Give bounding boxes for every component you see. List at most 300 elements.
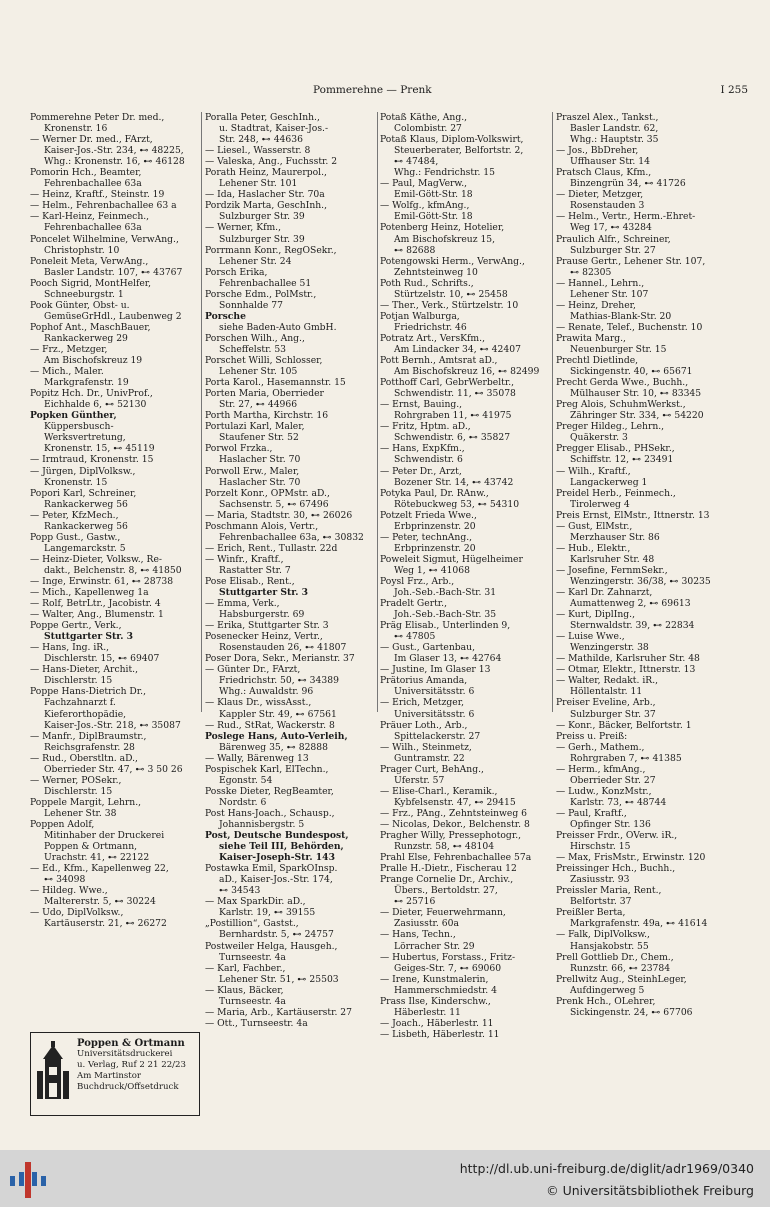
entry-line: Potratz Art., VersKfm., xyxy=(380,332,485,344)
entry-line: Fachzahnarzt f. xyxy=(44,697,116,709)
entry-line: Preidel Herb., Feinmech., xyxy=(556,487,676,499)
entry-line: Weg 1, ⊷ 41068 xyxy=(394,564,470,576)
entry-line: — Otmar, Elektr., Ittnerstr. 13 xyxy=(556,664,696,676)
entry-line: Pook Günter, Obst- u. xyxy=(30,299,130,311)
entry-line: Rosenstauden 3 xyxy=(570,200,645,212)
entry-line: Poysl Frz., Arb., xyxy=(380,575,455,587)
entry-line: Precht Gerda Wwe., Buchh., xyxy=(556,377,689,389)
entry-line: Dischlerstr. 15 xyxy=(44,785,113,797)
entry-line: Preiss u. Preiß: xyxy=(556,730,628,742)
entry-line: — Liesel., Wasserstr. 8 xyxy=(205,145,311,157)
entry-line: Rankackerweg 29 xyxy=(44,332,128,344)
entry-line: Porta Karol., Hasemannstr. 15 xyxy=(205,377,346,389)
entry-line: Zehntsteinweg 10 xyxy=(394,266,478,278)
entry-line: Markgrafenstr. 49a, ⊷ 41614 xyxy=(570,918,708,930)
entry-line: Pott Bernh., Amtsrat aD., xyxy=(380,355,498,367)
entry-line: Porschet Willi, Schlosser, xyxy=(205,355,323,367)
entry-line: Belfortstr. 37 xyxy=(570,896,632,908)
entry-line: — Hans, Ing. iR., xyxy=(30,642,110,654)
entry-line: — Hans, ExpKfm., xyxy=(380,443,465,455)
entry-line: Egonstr. 54 xyxy=(219,774,273,786)
entry-line: — Dieter, Feuerwehrmann, xyxy=(380,907,506,919)
entry-line: Reichsgrafenstr. 28 xyxy=(44,741,135,753)
entry-line: Runzstr. 58, ⊷ 48104 xyxy=(394,841,495,853)
entry-line: Potengowski Herm., VerwAng., xyxy=(380,255,525,267)
entry-line: Poser Dora, Sekr., Merianstr. 37 xyxy=(205,653,355,665)
entry-line: Poppe Gertr., Verk., xyxy=(30,620,122,632)
entry-line: Mitinhaber der Druckerei xyxy=(44,830,165,842)
entry-line: Lehener Str. 51, ⊷ 25503 xyxy=(219,973,339,985)
entry-line: Porrmann Konr., RegOSekr., xyxy=(205,244,337,256)
entry-line: Potthoff Carl, GebrWerbeltr., xyxy=(380,377,515,389)
entry-line: Rohrgraben 11, ⊷ 41975 xyxy=(394,410,512,422)
entry-line: Basler Landstr. 107, ⊷ 43767 xyxy=(44,266,183,278)
entry-line: Quäkerstr. 3 xyxy=(570,432,628,444)
entry-line: Langemarckstr. 5 xyxy=(44,542,126,554)
entry-line: — Karl Dr. Zahnarzt, xyxy=(556,587,653,599)
entry-line: Porwol Frzka., xyxy=(205,443,273,455)
entry-line: Lehener Str. 107 xyxy=(570,288,649,300)
entry-line: — Helm., Vertr., Herm.-Ehret- xyxy=(556,211,696,223)
entry-line: Johannisbergstr. 5 xyxy=(219,819,305,830)
entry-line: Str. 27, ⊷ 44966 xyxy=(219,399,298,411)
entry-line: ⊷ 34543 xyxy=(219,885,261,897)
entry-line: Prange Cornelie Dr., Archiv., xyxy=(380,874,514,886)
entry-line: Potzelt Frieda Wwe., xyxy=(380,509,477,521)
entry-line: Kybfelsenstr. 47, ⊷ 29415 xyxy=(394,796,516,808)
entry-line: — Wolfg., kfmAng., xyxy=(380,200,470,212)
advert-line: u. Verlag, Ruf 2 21 22/23 xyxy=(77,1060,186,1070)
entry-line: Post Hans-Joach., Schausp., xyxy=(205,807,335,819)
entry-line: Popori Karl, Schreiner, xyxy=(30,487,137,499)
entry-line: Schwendistr. 11, ⊷ 35078 xyxy=(394,388,516,400)
entry-line: Portulazi Karl, Maler, xyxy=(205,421,305,433)
entry-line: Mülhauser Str. 10, ⊷ 83345 xyxy=(570,388,702,400)
entry-line: — Nicolas, Dekor., Belchenstr. 8 xyxy=(380,819,530,830)
entry-line: Potjan Walburga, xyxy=(380,310,460,322)
entry-line: Pregger Elisab., PHSekr., xyxy=(556,443,675,455)
viewer-footer xyxy=(0,1150,770,1207)
entry-line: Pragher Willy, Pressephotogr., xyxy=(380,830,522,842)
entry-line: u. Stadtrat, Kaiser-Jos.- xyxy=(219,123,329,135)
page-header xyxy=(28,84,748,98)
entry-line: Prass Ilse, Kinderschw., xyxy=(380,995,491,1007)
entry-line: Oberrieder Str. 47, ⊷ 3 50 26 xyxy=(44,763,183,775)
entry-line: Schwendistr. 6, ⊷ 35827 xyxy=(394,432,511,444)
entry-line: Sickingenstr. 40, ⊷ 65671 xyxy=(570,366,693,378)
entry-line: Sulzburger Str. 37 xyxy=(570,708,656,720)
entry-line: Häberlestr. 11 xyxy=(394,1006,461,1018)
entry-line: — Maria, Arb., Kartäuserstr. 27 xyxy=(205,1006,352,1018)
entry-line: — Hans, Techn., xyxy=(380,929,456,941)
entry-line: Sulzburger Str. 27 xyxy=(570,244,656,256)
entry-line: Sachsenstr. 5, ⊷ 67496 xyxy=(219,498,329,510)
entry-line: Haslacher Str. 70 xyxy=(219,454,301,466)
advert-text xyxy=(77,1038,186,1093)
entry-line: Turnseestr. 4a xyxy=(219,995,286,1007)
entry-line: Poppe Hans-Dietrich Dr., xyxy=(30,686,147,698)
entry-line: Popitz Hch. Dr., UnivProf., xyxy=(30,388,153,400)
entry-line: Turnseestr. 4a xyxy=(219,951,286,963)
entry-line: Prellwitz Aug., SteinhLeger, xyxy=(556,973,687,985)
entry-line: — Valeska, Ang., Fuchsstr. 2 xyxy=(205,156,338,168)
entry-line: — Winfr., Kraftf., xyxy=(205,553,284,565)
entry-line: — Ludw., KonzMstr., xyxy=(556,785,652,797)
entry-line: Pordzik Marta, GeschInh., xyxy=(205,200,328,212)
entry-line: Pralle H.-Dietr., Fischerau 12 xyxy=(380,863,517,875)
copyright-notice: © Universitätsbibliothek Freiburg xyxy=(546,1183,754,1198)
entry-line: — Konr., Bäcker, Belfortstr. 1 xyxy=(556,719,692,731)
entry-line: Popp Gust., Gastw., xyxy=(30,531,121,543)
entry-line: Praszel Alex., Tankst., xyxy=(556,112,659,123)
entry-line: Lehener Str. 38 xyxy=(44,807,117,819)
entry-line: Porwoll Erw., Maler, xyxy=(205,465,300,477)
entry-line: Str. 248, ⊷ 44636 xyxy=(219,134,303,146)
entry-line: Pomorin Hch., Beamter, xyxy=(30,167,142,179)
entry-line: Zähringer Str. 334, ⊷ 54220 xyxy=(570,410,704,422)
entry-line: Stuttgarter Str. 3 xyxy=(219,587,309,599)
entry-line: Steuerberater, Belfortstr. 2, xyxy=(394,145,524,157)
entry-line: Poth Rud., Schrifts., xyxy=(380,277,474,289)
entry-line: Kaiser-Jos.-Str. 234, ⊷ 48225, xyxy=(44,145,184,157)
entry-line: Bärenweg 35, ⊷ 82888 xyxy=(219,741,328,753)
entry-line: Postweiler Helga, Hausgeh., xyxy=(205,940,338,952)
entry-line: — Paul, Kraftf., xyxy=(556,807,627,819)
entry-line: Fehrenbachallee 63a xyxy=(44,178,142,190)
entry-line: — Günter Dr., FArzt, xyxy=(205,664,301,676)
entry-line: — Erika, Stuttgarter Str. 3 xyxy=(205,620,329,632)
entry-line: — Mathilde, Karlsruher Str. 48 xyxy=(556,653,700,665)
entry-line: — Werner Dr. med., FArzt, xyxy=(30,134,153,146)
entry-line: — Klaus Dr., wissAsst., xyxy=(205,697,312,709)
entry-line: Sternwaldstr. 39, ⊷ 22834 xyxy=(570,620,695,632)
entry-line: Rohrgraben 7, ⊷ 41385 xyxy=(570,752,682,764)
entry-line: Am Bischofskreuz 19 xyxy=(44,355,143,367)
entry-line: Preissinger Hch., Buchh., xyxy=(556,863,676,875)
entry-line: — Gust., Gartenbau, xyxy=(380,642,475,654)
entry-line: siehe Baden-Auto GmbH. xyxy=(219,321,337,333)
entry-line: Potaß Käthe, Ang., xyxy=(380,112,468,123)
entry-line: Tirolerweg 4 xyxy=(570,498,630,510)
entry-line: — Karl, Fachber., xyxy=(205,962,286,974)
entry-line: — Erich, Metzger, xyxy=(380,697,465,709)
entry-line: — Frz., PAng., Zehntsteinweg 6 xyxy=(380,807,528,819)
entry-line: Universitätsstr. 6 xyxy=(394,686,475,698)
entry-line: Im Glaser 13, ⊷ 42764 xyxy=(394,653,502,665)
entry-line: — Hubertus, Forstass., Fritz- xyxy=(380,951,516,963)
entry-line: — Gerh., Mathem., xyxy=(556,741,645,753)
entry-line: Neuenburger Str. 15 xyxy=(570,343,667,355)
entry-line: Posenecker Heinz, Vertr., xyxy=(205,631,323,643)
entry-line: — Herm., kfmAng., xyxy=(556,763,646,775)
entry-line: Rankackerweg 56 xyxy=(44,498,128,510)
entry-line: Christophstr. 10 xyxy=(44,244,120,256)
entry-line: Hirschstr. 15 xyxy=(570,841,631,853)
entry-line: Bozener Str. 14, ⊷ 43742 xyxy=(394,476,514,488)
entry-line: — Wilh., Steinmetz, xyxy=(380,741,472,753)
entry-line: Wenzingerstr. 36/38, ⊷ 30235 xyxy=(570,575,711,587)
entry-line: Aumattenweg 2, ⊷ 69613 xyxy=(570,598,691,610)
entry-line: Potyka Paul, Dr. RAnw., xyxy=(380,487,489,499)
entry-line: Kappler Str. 49, ⊷ 67561 xyxy=(219,708,337,720)
entry-line: Poncelet Wilhelmine, VerwAng., xyxy=(30,233,179,245)
entry-line: — Luise Wwe., xyxy=(556,631,625,643)
entry-line: — Fritz, Hptm. aD., xyxy=(380,421,471,433)
entry-line: Dischlerstr. 15, ⊷ 69407 xyxy=(44,653,160,665)
entry-line: Höllentalstr. 11 xyxy=(570,686,643,698)
entry-line: Potaß Klaus, Diplom-Volkswirt, xyxy=(380,134,524,146)
entry-line: ⊷ 34098 xyxy=(44,874,86,886)
entry-line: Lehener Str. 101 xyxy=(219,178,298,190)
entry-line: — Ott., Turnseestr. 4a xyxy=(205,1017,308,1029)
entry-line: Guntramstr. 22 xyxy=(394,752,465,764)
entry-line: Prenk Hch., OLehrer, xyxy=(556,995,656,1007)
permalink-url[interactable]: http://dl.ub.uni-freiburg.de/diglit/adr1969/0340 xyxy=(459,1161,754,1176)
entry-line: — Wally, Bärenweg 13 xyxy=(205,752,309,764)
entry-line: Porath Heinz, Maurerpol., xyxy=(205,167,327,179)
entry-line: Popken Günther, xyxy=(30,410,117,422)
entry-line: — Joach., Häberlestr. 11 xyxy=(380,1017,494,1029)
entry-line: Dischlerstr. 15 xyxy=(44,675,113,687)
entry-line: Kaiser-Jos.-Str. 218, ⊷ 35087 xyxy=(44,719,181,731)
entry-line: Kronenstr. 16 xyxy=(44,123,108,135)
entry-line: — Walter, Ang., Blumenstr. 1 xyxy=(30,609,164,621)
entry-line: — Erich, Rent., Tullastr. 22d xyxy=(205,542,338,554)
entry-line: Scheffelstr. 53 xyxy=(219,343,287,355)
entry-line: Poschmann Alois, Vertr., xyxy=(205,520,319,532)
entry-line: Joh.-Seb.-Bach-Str. 35 xyxy=(394,609,497,621)
entry-line: Zasiusstr. 93 xyxy=(570,874,630,886)
entry-line: Spittelackerstr. 27 xyxy=(394,730,481,742)
entry-line: Sulzburger Str. 39 xyxy=(219,233,305,245)
entry-line: Uffhauser Str. 14 xyxy=(570,156,650,168)
entry-line: Kieferorthopädie, xyxy=(44,708,127,720)
entry-line: Pooch Sigrid, MontHelfer, xyxy=(30,277,152,289)
entry-line: Pose Elisab., Rent., xyxy=(205,575,295,587)
entry-line: Langackerweg 1 xyxy=(570,476,648,488)
entry-line: — Inge, Erwinstr. 61, ⊷ 28738 xyxy=(30,575,174,587)
entry-line: Markgrafenstr. 19 xyxy=(44,377,129,389)
entry-line: — Mich., Maler. xyxy=(30,366,104,378)
entry-line: — Hans-Dieter, Archit., xyxy=(30,664,138,676)
entry-line: Preg Alois, SchuhmWerkst., xyxy=(556,399,686,411)
entry-line: Lehener Str. 24 xyxy=(219,255,292,267)
directory-column-4 xyxy=(556,112,728,1018)
entry-line: Kronenstr. 15 xyxy=(44,476,108,488)
entry-line: Wenzingerstr. 38 xyxy=(570,642,649,654)
entry-line: ⊷ 25716 xyxy=(394,896,436,908)
entry-line: — Hannel., Lehrn., xyxy=(556,277,645,289)
entry-line: Aufdingerweg 5 xyxy=(570,984,645,996)
entry-line: Hammerschmiedstr. 4 xyxy=(394,984,497,996)
entry-line: — Emma, Verk., xyxy=(205,598,280,610)
advert-line: Universitätsdruckerei xyxy=(77,1049,173,1059)
entry-line: — Lisbeth, Häberlestr. 11 xyxy=(380,1028,500,1040)
entry-line: Übers., Bertoldstr. 27, xyxy=(394,885,498,897)
entry-line: siehe Teil III, Behörden, xyxy=(219,841,344,853)
entry-line: Preisser Frdr., OVerw. iR., xyxy=(556,830,678,842)
entry-line: Colombistr. 27 xyxy=(394,123,462,135)
entry-line: Whg.: Kronenstr. 16, ⊷ 46128 xyxy=(44,156,185,168)
entry-line: Opfinger Str. 136 xyxy=(570,819,651,830)
entry-line: Prager Curt, BehAng., xyxy=(380,763,484,775)
entry-line: Porsche Edm., PolMstr., xyxy=(205,288,317,300)
entry-line: — Josefine, FernmSekr., xyxy=(556,564,668,576)
entry-line: Emil-Gött-Str. 18 xyxy=(394,211,473,223)
entry-line: — Heinz, Dreher, xyxy=(556,299,636,311)
entry-line: Prawita Marg., xyxy=(556,332,626,344)
entry-line: Poppen Adolf, xyxy=(30,819,95,830)
entry-line: Kartäuserstr. 21, ⊷ 26272 xyxy=(44,918,167,930)
entry-line: Urachstr. 41, ⊷ 22122 xyxy=(44,852,150,864)
entry-line: Posske Dieter, RegBeamter, xyxy=(205,785,334,797)
entry-line: Whg.: Auwaldstr. 96 xyxy=(219,686,314,698)
entry-line: Kronenstr. 15, ⊷ 45119 xyxy=(44,443,155,455)
entry-line: Emil-Gött-Str. 18 xyxy=(394,189,473,201)
entry-line: — Heinz, Kraftf., Steinstr. 19 xyxy=(30,189,165,201)
entry-line: Friedrichstr. 50, ⊷ 34389 xyxy=(219,675,339,687)
entry-line: — Justine, Im Glaser 13 xyxy=(380,664,491,676)
entry-line: Pophof Ant., MaschBauer, xyxy=(30,321,151,333)
page-title: Pommerehne — Prenk xyxy=(313,84,432,96)
entry-line: — Kurt, DiplIng., xyxy=(556,609,636,621)
entry-line: Poweleit Sigmut, Hügelheimer xyxy=(380,553,523,565)
entry-line: — Frz., Metzger, xyxy=(30,343,108,355)
entry-line: dakt., Belchenstr. 8, ⊷ 41850 xyxy=(44,564,182,576)
entry-line: Eichhalde 6, ⊷ 52130 xyxy=(44,399,147,411)
entry-line: Poppen & Ortmann, xyxy=(44,841,138,853)
entry-line: Binzengrün 34, ⊷ 41726 xyxy=(570,178,686,190)
entry-line: Kaiser-Joseph-Str. 143 xyxy=(219,852,335,864)
entry-line: Erbprinzenstr. 20 xyxy=(394,520,476,532)
entry-line: Poppele Margit, Lehrn., xyxy=(30,796,142,808)
entry-line: Preissler Maria, Rent., xyxy=(556,885,662,897)
entry-line: Nordstr. 6 xyxy=(219,796,267,808)
entry-line: Mathias-Blank-Str. 20 xyxy=(570,310,672,322)
entry-line: Sonnhalde 77 xyxy=(219,299,283,311)
entry-line: — Ther., Verk., Stürtzelstr. 10 xyxy=(380,299,519,311)
entry-line: — Ida, Haslacher Str. 70a xyxy=(205,189,325,201)
entry-line: Rosenstauden 26, ⊷ 41807 xyxy=(219,642,347,654)
entry-line: Post, Deutsche Bundespost, xyxy=(205,830,349,842)
entry-line: — Karl-Heinz, Feinmech., xyxy=(30,211,150,223)
entry-line: — Peter Dr., Arzt, xyxy=(380,465,462,477)
entry-line: Preis Ernst, ElMstr., Ittnerstr. 13 xyxy=(556,509,710,521)
entry-line: Postawka Emil, SparkOInsp. xyxy=(205,863,338,875)
entry-line: Porschen Wilh., Ang., xyxy=(205,332,305,344)
advert-title: Poppen & Ortmann xyxy=(77,1038,185,1049)
entry-line: Am Bischofskreuz 15, xyxy=(394,233,496,245)
directory-column-3 xyxy=(380,112,552,1040)
entry-line: — Falk, DiplVolksw., xyxy=(556,929,650,941)
entry-line: Rötebuckweg 53, ⊷ 54310 xyxy=(394,498,520,510)
entry-line: Haslacher Str. 70 xyxy=(219,476,301,488)
page-number: I 255 xyxy=(720,84,748,96)
entry-line: Porten Maria, Oberrieder xyxy=(205,388,324,400)
entry-line: Porth Martha, Kirchstr. 16 xyxy=(205,410,329,422)
directory-column-2 xyxy=(205,112,377,1029)
entry-line: Karlstr. 73, ⊷ 48744 xyxy=(570,796,667,808)
entry-line: — Werner, POSekr., xyxy=(30,774,122,786)
entry-line: Prätorius Amanda, xyxy=(380,675,468,687)
entry-line: Erbprinzenstr. 20 xyxy=(394,542,476,554)
entry-line: Weg 17, ⊷ 43284 xyxy=(570,222,652,234)
entry-line: Porzelt Konr., OPMstr. aD., xyxy=(205,487,330,499)
entry-line: Praulich Alfr., Schreiner, xyxy=(556,233,671,245)
entry-line: — Klaus, Bäcker, xyxy=(205,984,284,996)
entry-line: Pratsch Claus, Kfm., xyxy=(556,167,652,179)
printer-advert xyxy=(30,1032,200,1116)
entry-line: ⊷ 82305 xyxy=(570,266,612,278)
entry-line: — Paul, MagVerw., xyxy=(380,178,468,190)
entry-line: — Ed., Kfm., Kapellenweg 22, xyxy=(30,863,169,875)
entry-line: Merzhauser Str. 86 xyxy=(570,531,660,543)
entry-line: Am Bischofskreuz 16, ⊷ 82499 xyxy=(394,366,540,378)
column-divider xyxy=(377,112,378,712)
entry-line: — Irene, Kunstmalerin, xyxy=(380,973,489,985)
entry-line: Karlsruher Str. 48 xyxy=(570,553,655,565)
column-divider xyxy=(552,112,553,712)
entry-line: Poneleit Meta, VerwAng., xyxy=(30,255,149,267)
entry-line: Oberrieder Str. 27 xyxy=(570,774,656,786)
entry-line: Basler Landstr. 62, xyxy=(570,123,659,135)
entry-line: — Peter, technAng., xyxy=(380,531,473,543)
entry-line: — Renate, Telef., Buchenstr. 10 xyxy=(556,321,703,333)
entry-line: Hansjakobstr. 55 xyxy=(570,940,649,952)
entry-line: Lehener Str. 105 xyxy=(219,366,298,378)
entry-line: — Dieter, Metzger, xyxy=(556,189,644,201)
entry-line: Joh.-Seb.-Bach-Str. 31 xyxy=(394,587,497,599)
entry-line: Prause Gertr., Lehener Str. 107, xyxy=(556,255,706,267)
entry-line: Poslege Hans, Auto-Verleih, xyxy=(205,730,348,742)
entry-line: ⊷ 47805 xyxy=(394,631,436,643)
entry-line: — Hildeg. Wwe., xyxy=(30,885,108,897)
entry-line: Preißler Berta, xyxy=(556,907,626,919)
entry-line: — Jürgen, DiplVolksw., xyxy=(30,465,136,477)
entry-line: Rastatter Str. 7 xyxy=(219,564,291,576)
directory-column-1 xyxy=(30,112,202,929)
entry-line: Karlstr. 19, ⊷ 39155 xyxy=(219,907,316,919)
entry-line: Prechtl Dietlinde, xyxy=(556,355,639,367)
entry-line: Poralla Peter, GeschInh., xyxy=(205,112,320,123)
entry-line: Pospischek Karl, ElTechn., xyxy=(205,763,329,775)
entry-line: Bernhardstr. 5, ⊷ 24757 xyxy=(219,929,334,941)
entry-line: Geiges-Str. 7, ⊷ 69060 xyxy=(394,962,502,974)
entry-line: Präuer Loth., Arb., xyxy=(380,719,468,731)
entry-line: Preiser Eveline, Arb., xyxy=(556,697,656,709)
entry-line: — Jos., BbDreher, xyxy=(556,145,639,157)
advert-line: Am Martinstor xyxy=(77,1071,141,1081)
advert-line: Buchdruck/Offsetdruck xyxy=(77,1082,179,1092)
entry-line: ⊷ 47484, xyxy=(394,156,439,168)
entry-line: Prahl Else, Fehrenbachallee 57a xyxy=(380,852,532,864)
entry-line: Potenberg Heinz, Hotelier, xyxy=(380,222,505,234)
entry-line: Küppersbusch- xyxy=(44,421,114,433)
entry-line: Am Lindacker 34, ⊷ 42407 xyxy=(394,343,521,355)
entry-line: — Hub., Elektr., xyxy=(556,542,631,554)
entry-line: Fehrenbachallee 63a, ⊷ 30832 xyxy=(219,531,364,543)
entry-line: — Werner, Kfm., xyxy=(205,222,282,234)
entry-line: Universitätsstr. 6 xyxy=(394,708,475,720)
entry-line: Maltererstr. 5, ⊷ 30224 xyxy=(44,896,156,908)
entry-line: Pradelt Gertr., xyxy=(380,598,448,610)
entry-line: — Udo, DiplVolksw., xyxy=(30,907,124,919)
entry-line: Werksvertretung, xyxy=(44,432,126,444)
entry-line: — Wilh., Kraftf., xyxy=(556,465,631,477)
entry-line: — Ernst, Bauing., xyxy=(380,399,463,411)
entry-line: Staufener Str. 52 xyxy=(219,432,299,444)
entry-line: Porsch Erika, xyxy=(205,266,268,278)
